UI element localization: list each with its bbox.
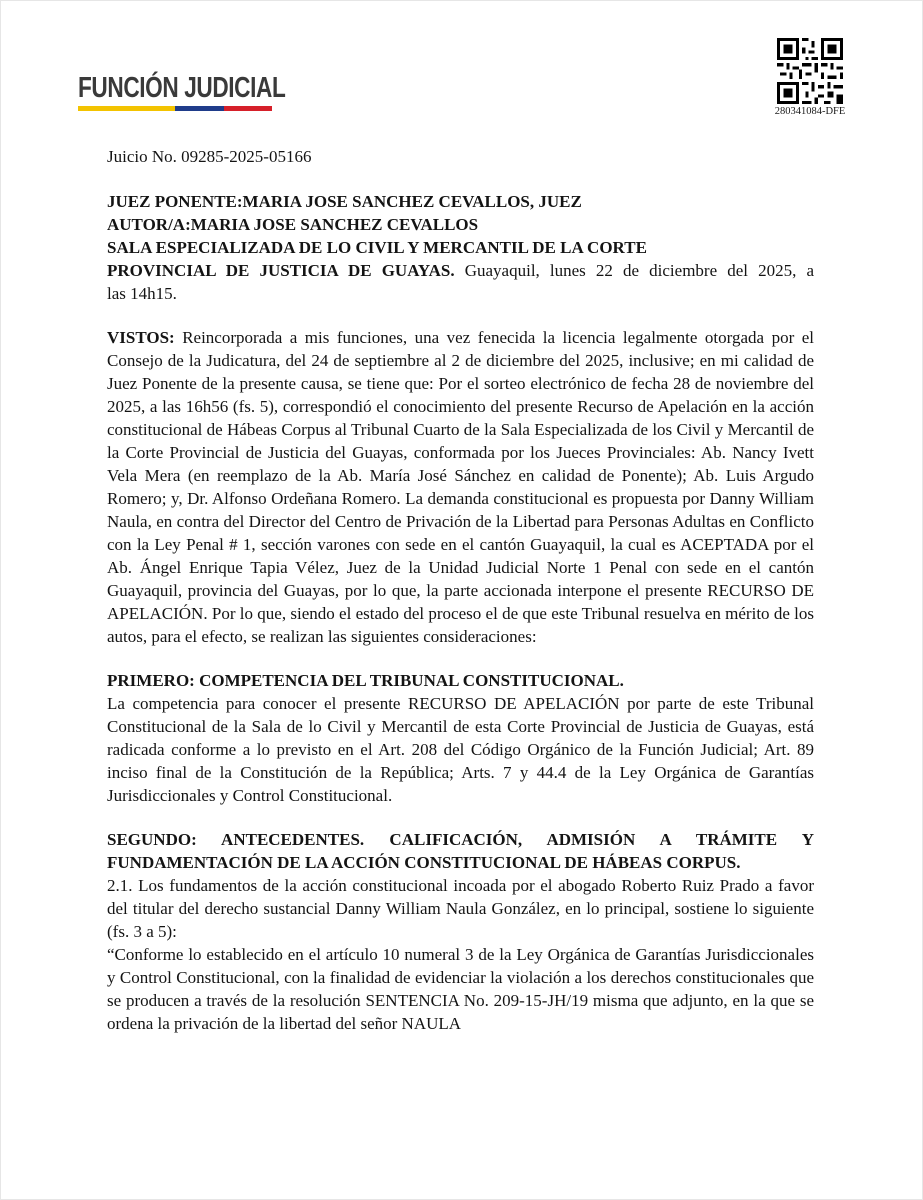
qr-block <box>770 38 850 117</box>
spacer <box>107 648 814 669</box>
logo-text: FUNCIÓN JUDICIAL <box>78 72 286 104</box>
funcion-judicial-logo <box>78 72 286 111</box>
segundo-paragraph: 2.1. Los fundamentos de la acción constitucional incoada por el abogado Roberto Ruiz Prado a favor del titular del derecho sustancial Danny William Naula González, en lo principal, sostiene lo siguiente (fs. 3 a 5): <box>107 876 814 941</box>
flag-blue <box>175 106 224 111</box>
court-line-1: SALA ESPECIALIZADA DE LO CIVIL Y MERCANTIL DE LA CORTE <box>107 238 647 257</box>
court-line-3: las 14h15. <box>107 284 177 303</box>
case-number: Juicio No. 09285-2025-05166 <box>107 147 312 166</box>
spacer <box>107 807 814 828</box>
document-body <box>107 145 814 1035</box>
spacer <box>107 305 814 326</box>
primero-heading: PRIMERO: COMPETENCIA DEL TRIBUNAL CONSTITUCIONAL. <box>107 671 624 690</box>
vistos-text: Reincorporada a mis funciones, una vez fenecida la licencia legalmente otorgada por el Consejo de la Judicatura, del 24 de septiembre al 2 de diciembre del 2025, inclusive; en mi calidad de Juez Ponente de la presente causa, se tiene que: Por el sorteo electrónico de fecha 28 de noviembre del 2025, a las 16h56 (fs. 5), correspondió el conocimiento del presente Recurso de Apelación en la acción constitucional de Hábeas Corpus al Tribunal Cuarto de la Sala Especializada de los Civil y Mercantil de la Corte Provincial de Justicia del Guayas, conformada por los Jueces Provinciales: Ab. Nancy Ivett Vela Mera (en reemplazo de la Ab. María José Sánchez en calidad de Ponente); Ab. Luis Argudo Romero; y, Dr. Alfonso Ordeñana Romero. La demanda constitucional es propuesta por Danny William Naula, en contra del Director del Centro de Privación de la Libertad para Personas Adultas en Conflicto con la Ley Penal # 1, sección varones con sede en el cantón Guayaquil, la cual es ACEPTADA por el Ab. Ángel Enrique Tapia Vélez, Juez de la Unidad Judicial Norte 1 Penal con sede en el cantón Guayaquil, provincia del Guayas, por lo que, la parte accionada interpone el presente RECURSO DE APELACIÓN. Por lo que, siendo el estado del proceso el de que este Tribunal resuelva en mérito de los autos, para el efecto, se realizan las siguientes consideraciones: <box>107 328 814 646</box>
segundo-heading: SEGUNDO: ANTECEDENTES. CALIFICACIÓN, ADMISIÓN A TRÁMITE Y FUNDAMENTACIÓN DE LA ACCIÓN CONSTITUCIONAL DE HÁBEAS CORPUS. <box>107 830 814 872</box>
court-name: PROVINCIAL DE JUSTICIA DE GUAYAS. <box>107 261 455 280</box>
qr-code-icon <box>777 38 843 104</box>
author-line: AUTOR/A:MARIA JOSE SANCHEZ CEVALLOS <box>107 215 479 234</box>
ecuador-flag-stripe <box>78 106 272 111</box>
spacer <box>107 168 814 190</box>
date-text: Guayaquil, lunes 22 de diciembre del 2025, a <box>454 261 815 280</box>
flag-red <box>224 106 273 111</box>
vistos-paragraph <box>107 326 814 648</box>
qr-code-id: 280341084-DFE <box>774 106 846 117</box>
flag-yellow <box>78 106 175 111</box>
quote-paragraph: “Conforme lo establecido en el artículo 10 numeral 3 de la Ley Orgánica de Garantías Jurisdiccionales y Control Constitucional, con la finalidad de evidenciar la violación a los derechos constitucionales que se producen a través de la resolución SENTENCIA No. 209-15-JH/19 misma que adjunto, en la que se ordena la privación de la libertad del señor NAULA <box>107 945 814 1033</box>
vistos-label: VISTOS: <box>107 328 175 347</box>
court-line-2 <box>107 259 814 282</box>
judge-line: JUEZ PONENTE:MARIA JOSE SANCHEZ CEVALLOS, JUEZ <box>107 192 582 211</box>
primero-paragraph: La competencia para conocer el presente RECURSO DE APELACIÓN por parte de este Tribunal Constitucional de la Sala de lo Civil y Mercantil de esta Corte Provincial de Justicia de Guayas, está radicada conforme a lo previsto en el Art. 208 del Código Orgánico de la Función Judicial; Art. 89 inciso final de la Constitución de la República; Arts. 7 y 44.4 de la Ley Orgánica de Garantías Jurisdiccionales y Control Constitucional. <box>107 694 814 805</box>
